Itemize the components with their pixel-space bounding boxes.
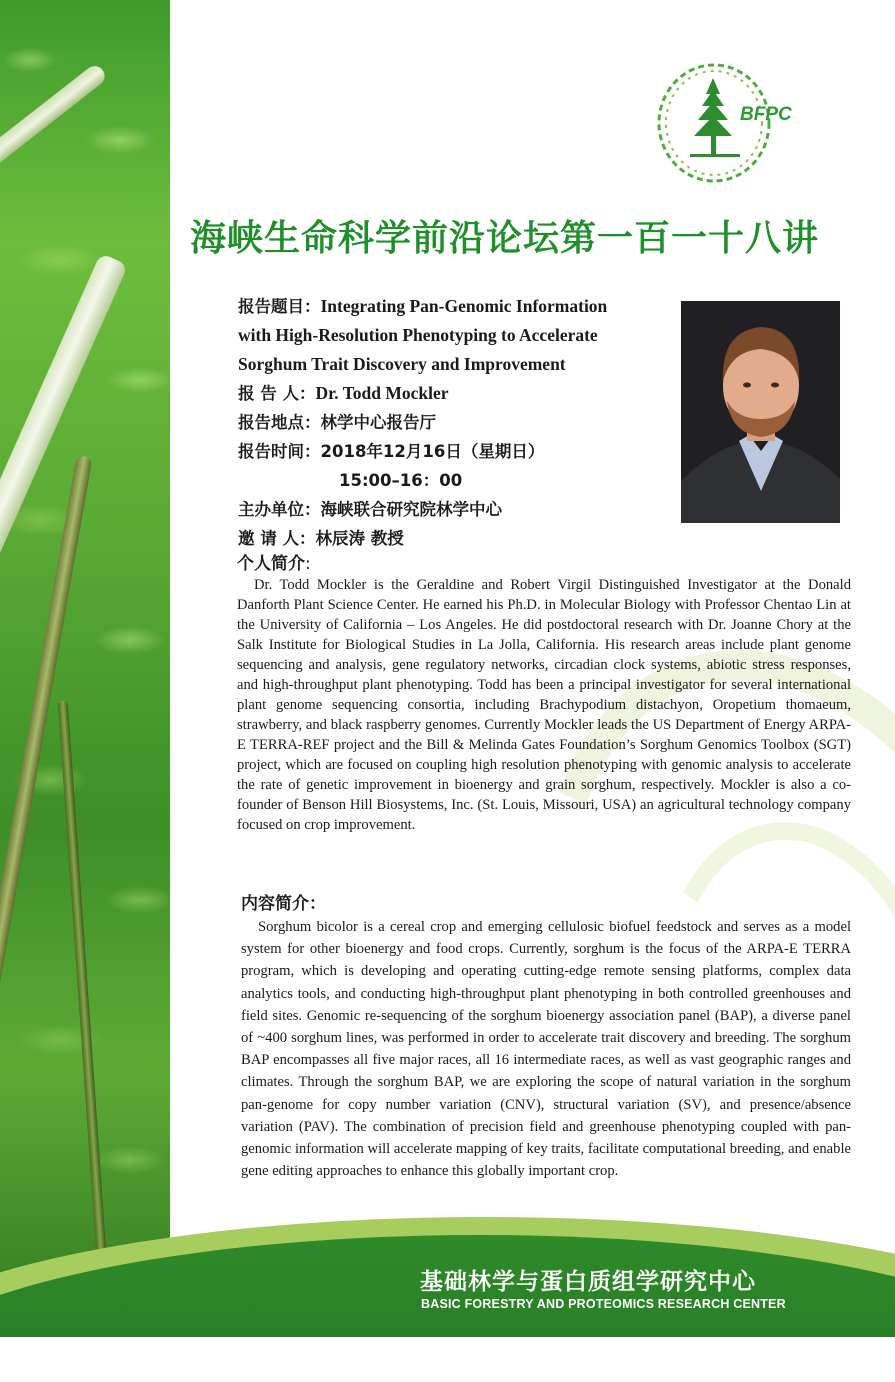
abstract-text: Sorghum bicolor is a cereal crop and emerging cellulosic biofuel feedstock and serves as a model system for other bioenergy and food crops. Currently, sorghum is the focus of the ARPA-E TERRA program, which is developing and operating cutting-edge remote sensing platforms, complex data analytics tools, and conducting high-throughput plant phenotyping in both controlled greenhouses and field sites. Genomic re-sequencing of the sorghum bioenergy association panel (BAP), a diverse panel of ~400 sorghum lines, was performed in order to accelerate trait discovery and breeding. The sorghum BAP encompasses all five major races, all 16 intermediate races, as well as vast geographic ranges and climates. Through the sorghum BAP, we are exploring the scope of natural variation in the sorghum pan-genome for copy number variation (CNV), structural variation (SV), and presence/absence variation (PAV). The combination of precision field and greenhouse phenotyping coupled with pan-genomic information will accelerate mapping of key traits, facilitate computational breeding, and enable gene editing approaches to enhance this globally important crop. xyxy=(241,919,851,1180)
bfpc-logo xyxy=(652,58,802,188)
center-name-en: BASIC FORESTRY AND PROTEOMICS RESEARCH CENTER xyxy=(421,1297,786,1311)
topic-row xyxy=(238,292,678,321)
date-value: 2018年12月16日（星期日） xyxy=(320,442,545,461)
center-name-cn: 基础林学与蛋白质组学研究中心 xyxy=(420,1269,756,1295)
inviter-label: 邀 请 人： xyxy=(238,529,316,548)
topic-line2: with High-Resolution Phenotyping to Accelerate xyxy=(238,325,598,345)
venue-row xyxy=(238,408,678,437)
bio-text: Dr. Todd Mockler is the Geraldine and Robert Virgil Distinguished Investigator at the Donald Danforth Plant Science Center. He earned his Ph.D. in Molecular Biology with Professor Chentao Lin at the University of California – Los Angeles. He did postdoctoral research with Dr. Joanne Chory at the Salk Institute for Biological Studies in La Jolla, California. His research areas include plant genome sequencing and analysis, gene regulatory networks, circadian clock systems, abiotic stress responses, and high-throughput plant phenotyping. Todd has been a principal investigator for several international plant genome sequencing consortia, including Brachypodium distachyon, Oropetium thomaeum, strawberry, and black raspberry genomes. Currently Mockler leads the US Department of Energy ARPA-E TERRA-REF project and the Bill & Melinda Gates Foundation’s Sorghum Genomics Toolbox (SGT) project, which are focused on coupling high resolution phenotyping with genomic analysis to accelerate the rate of genetic improvement in bioenergy and grain sorghum, respectively. Mockler is also a co-founder of Benson Hill Biosystems, Inc. (St. Louis, Missouri, USA) an agricultural technology company focused on crop improvement. xyxy=(237,577,851,833)
venue-value: 林学中心报告厅 xyxy=(320,413,436,432)
topic-line3: Sorghum Trait Discovery and Improvement xyxy=(238,354,566,374)
talk-info xyxy=(238,292,678,553)
host-label: 主办单位： xyxy=(238,500,321,519)
time-value: 15:00–16：00 xyxy=(339,471,463,490)
topic-label: 报告题目： xyxy=(238,297,321,316)
bamboo-background xyxy=(0,0,170,1337)
inviter-value: 林辰涛 教授 xyxy=(315,529,404,548)
time-row xyxy=(238,437,678,466)
page-title: 海峡生命科学前沿论坛第一百一十八讲 xyxy=(190,218,820,259)
bamboo-leaves xyxy=(0,0,170,1337)
topic-line1: Integrating Pan-Genomic Information xyxy=(320,296,608,316)
tree-icon xyxy=(690,78,740,157)
host-row xyxy=(238,495,678,524)
speaker-row xyxy=(238,379,678,408)
speaker-label: 报 告 人： xyxy=(238,384,316,403)
speaker-photo xyxy=(681,301,840,523)
host-value: 海峡联合研究院林学中心 xyxy=(320,500,502,519)
abstract-heading: 内容简介： xyxy=(241,894,326,914)
venue-label: 报告地点： xyxy=(238,413,321,432)
time-label: 报告时间： xyxy=(238,442,321,461)
bio-heading: 个人简介: xyxy=(237,554,311,574)
logo-text: BFPC xyxy=(740,104,792,125)
speaker-name: Dr. Todd Mockler xyxy=(315,383,449,403)
